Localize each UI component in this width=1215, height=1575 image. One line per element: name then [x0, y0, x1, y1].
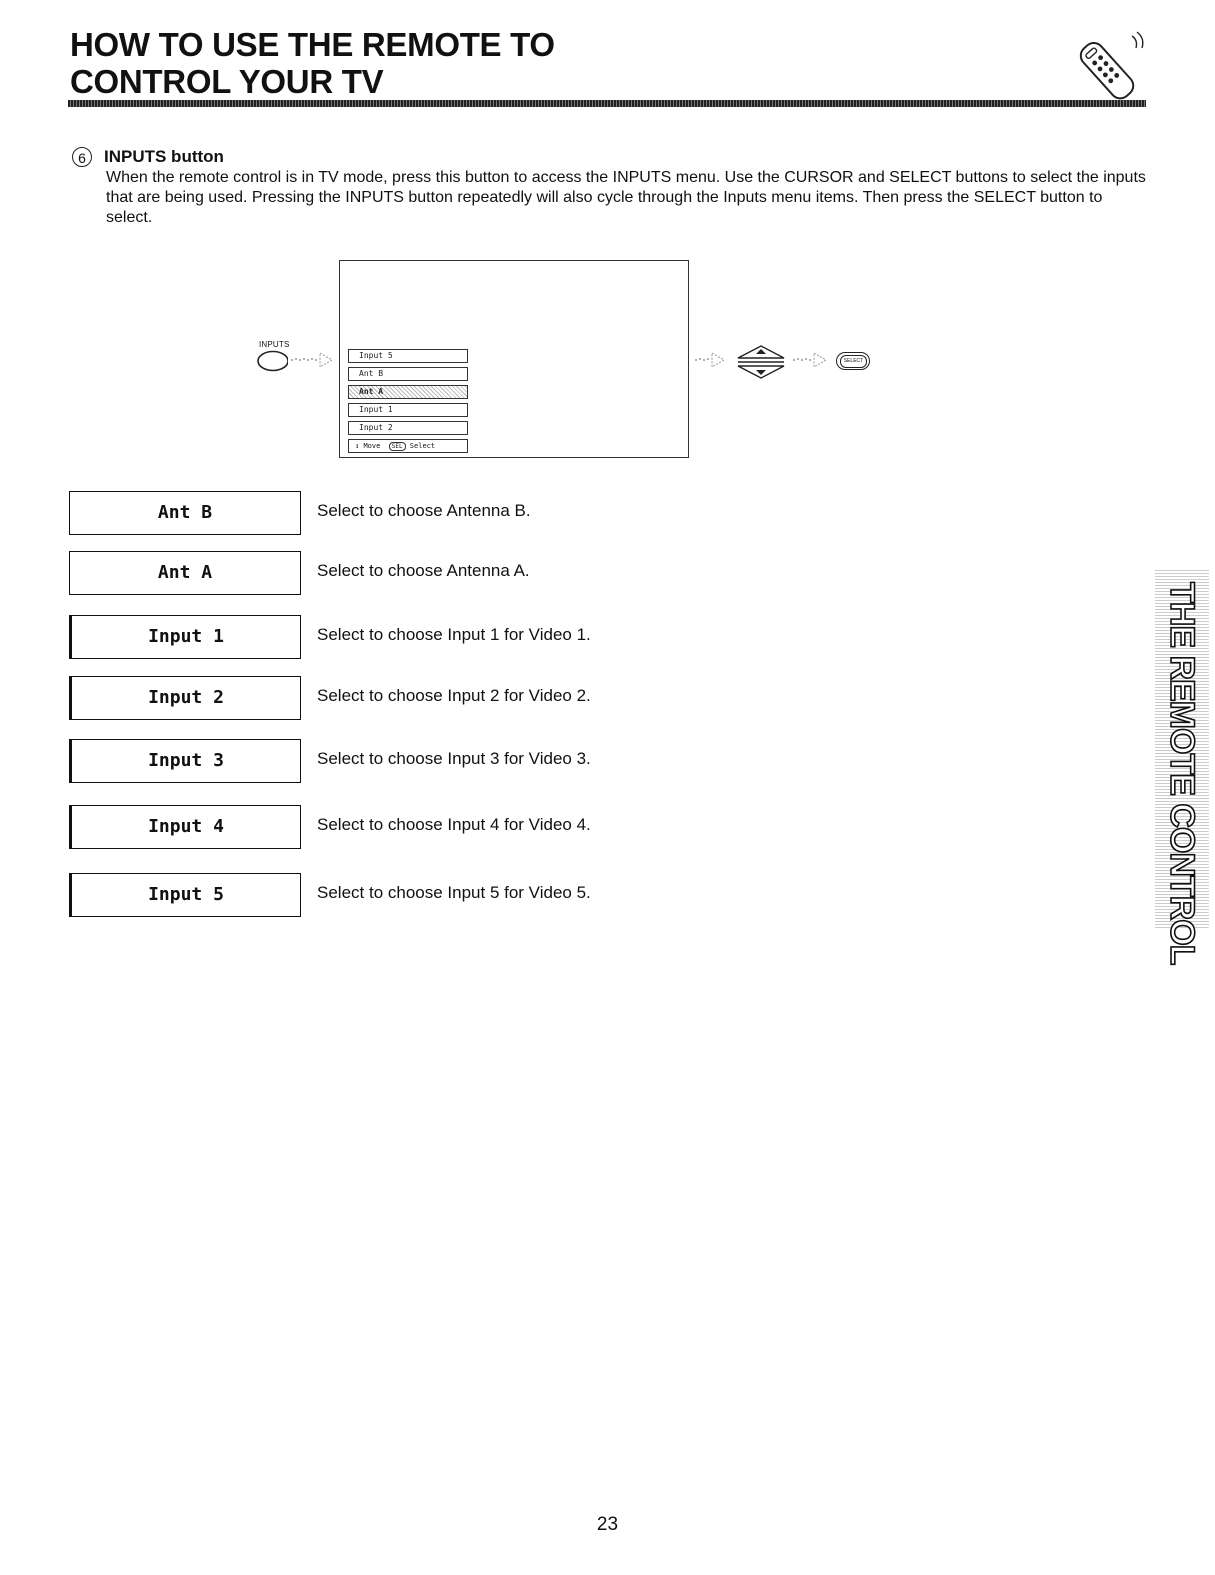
remote-control-icon: [1064, 28, 1156, 100]
side-section-tab: [1155, 568, 1209, 965]
option-label-box: Input 5: [69, 873, 301, 917]
option-label-box: Ant A: [69, 551, 301, 595]
page-title-line-2: CONTROL YOUR TV: [70, 63, 384, 100]
select-button-label: SELECT: [840, 355, 867, 368]
dotted-arrow-icon: [290, 350, 338, 370]
osd-menu-item: Input 1: [348, 403, 468, 417]
inputs-button-label: INPUTS: [259, 340, 290, 349]
option-label-box: Input 3: [69, 739, 301, 783]
option-description: Select to choose Input 1 for Video 1.: [317, 625, 591, 644]
osd-menu-item: Ant B: [348, 367, 468, 381]
up-down-arrow-icon: ↕: [355, 442, 360, 450]
osd-menu-footer: [348, 439, 468, 453]
option-description: Select to choose Input 5 for Video 5.: [317, 883, 591, 902]
osd-move-label: Move: [363, 442, 381, 450]
inputs-osd-menu: [348, 349, 468, 453]
page-title-line-1: HOW TO USE THE REMOTE TO: [70, 26, 555, 63]
option-description: Select to choose Input 3 for Video 3.: [317, 749, 591, 768]
option-description: Select to choose Antenna B.: [317, 501, 531, 520]
option-label-box: Input 1: [69, 615, 301, 659]
osd-select-label: Select: [409, 442, 436, 450]
option-label-box: Input 2: [69, 676, 301, 720]
option-description: Select to choose Input 2 for Video 2.: [317, 686, 591, 705]
page-number: 23: [596, 1514, 619, 1535]
cursor-up-down-icon: [734, 344, 788, 380]
option-description: Select to choose Input 4 for Video 4.: [317, 815, 591, 834]
side-tab-text: THE REMOTE CONTROL: [1163, 582, 1201, 965]
dotted-arrow-icon: [694, 350, 730, 370]
section-heading: [72, 146, 1147, 168]
header-rule: [68, 100, 1146, 107]
section-title: INPUTS button: [104, 147, 224, 166]
dotted-arrow-icon: [792, 350, 832, 370]
osd-menu-item-highlighted: Ant A: [348, 385, 468, 399]
section-number-badge: 6: [72, 147, 92, 167]
osd-sel-badge: SEL: [389, 442, 406, 451]
select-button-icon: [836, 352, 870, 370]
page-title: [70, 26, 555, 100]
section-description: When the remote control is in TV mode, press this button to access the INPUTS menu. Use the CURSOR and SELECT buttons to select the inputs that are being used. Pressing the INPUTS button repeatedly will also cycle through the Inputs menu items. Then press the SELECT button to select.: [106, 169, 1146, 226]
oval-button-icon: [254, 350, 288, 372]
tv-screen-illustration: [339, 260, 689, 458]
option-label-box: Ant B: [69, 491, 301, 535]
osd-menu-item: Input 5: [348, 349, 468, 363]
osd-menu-item: Input 2: [348, 421, 468, 435]
inputs-button-section: [72, 146, 1147, 228]
option-label-box: Input 4: [69, 805, 301, 849]
option-description: Select to choose Antenna A.: [317, 561, 530, 580]
